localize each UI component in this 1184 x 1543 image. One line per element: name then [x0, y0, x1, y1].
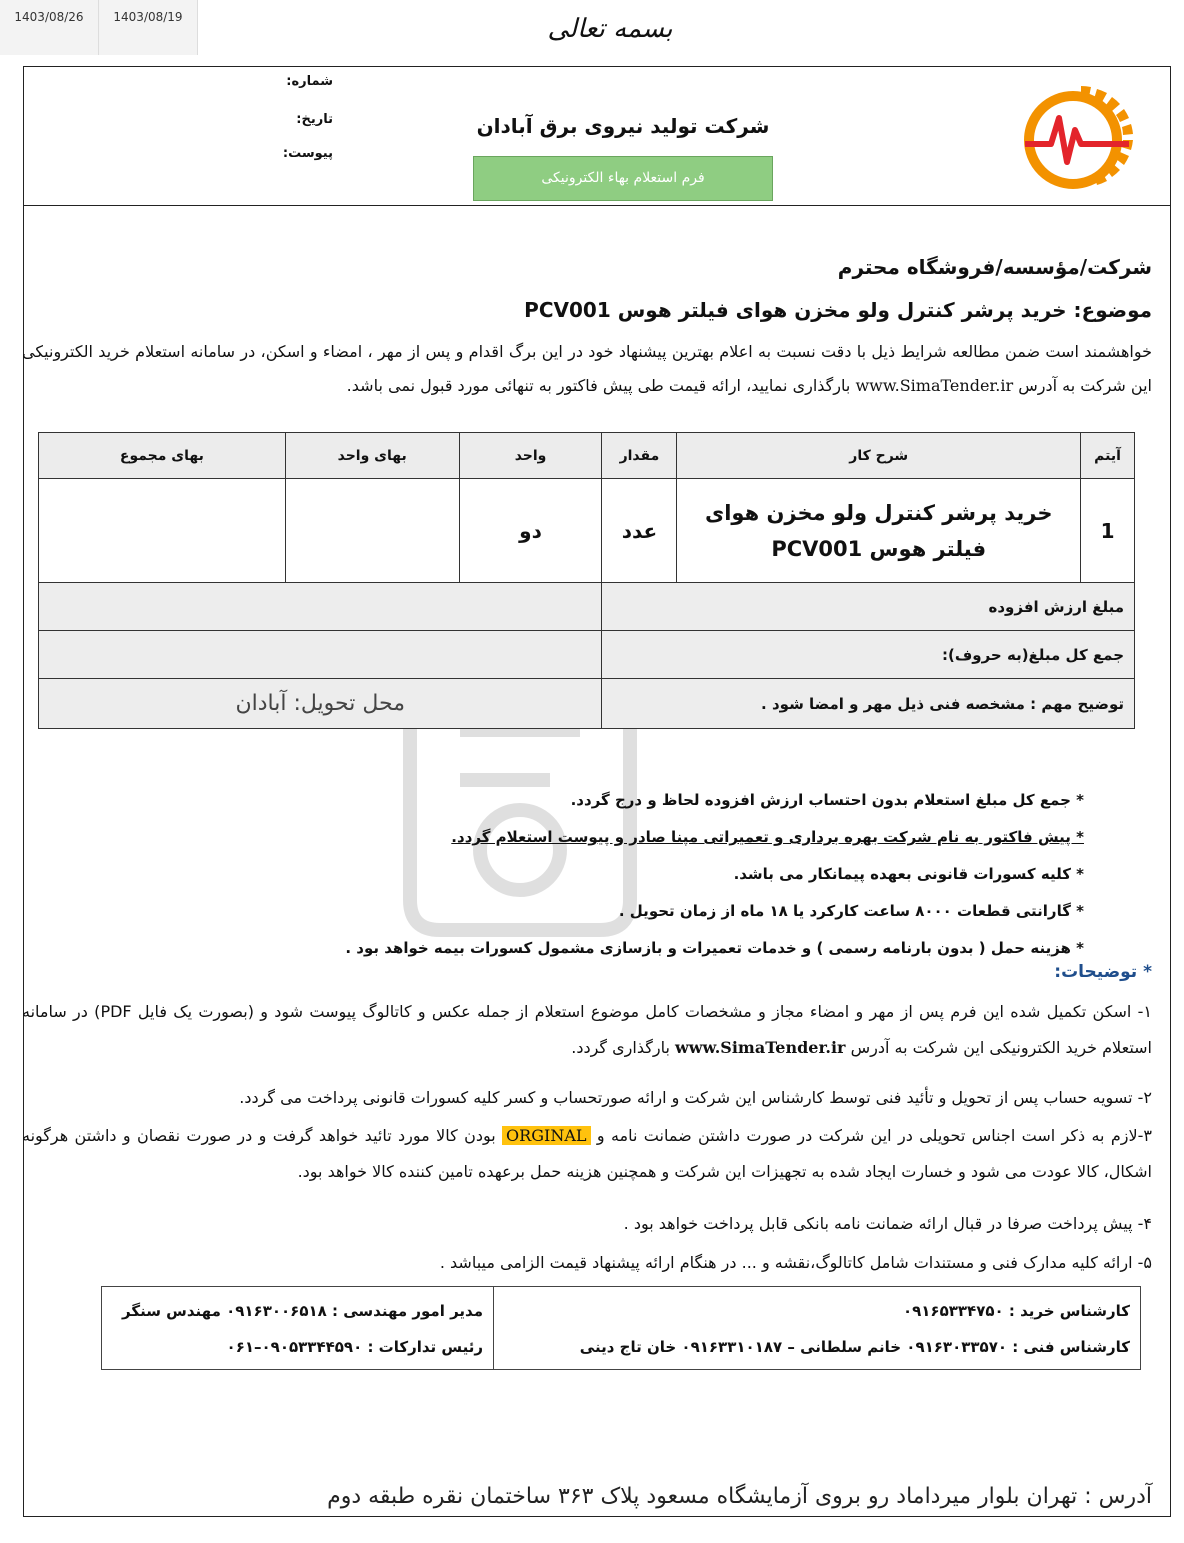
stamp-dates [0, 0, 198, 55]
footer-address: آدرس : تهران بلوار میرداماد رو بروی آزمایشگاه مسعود پلاک ۳۶۳ ساختمان نقره طبقه دوم [327, 1484, 1152, 1509]
condition-item: * هزینه حمل ( بدون بارنامه رسمی ) و خدمات تعمیرات و بازسازی مشمول کسورات بیمه خواهد بود . [345, 939, 1084, 957]
condition-item: * کلیه کسورات قانونی بعهده پیمانکار می باشد. [733, 865, 1084, 883]
contacts-box [101, 1286, 1141, 1370]
note-1 [22, 994, 1152, 1066]
table-header-row [39, 433, 1135, 479]
condition-item: * پیش فاکتور به نام شرکت بهره برداری و تعمیراتی مپنا صادر و پیوست استعلام گردد. [451, 828, 1084, 846]
subject-line: موضوع: خرید پرشر کنترل ولو مخزن هوای فیلتر هوس PCV001 [524, 298, 1152, 322]
note-4: ۴- پیش پرداخت صرفا در قبال ارائه ضمانت نامه بانکی قابل پرداخت خواهد بود . [623, 1214, 1152, 1233]
col-header-unit: واحد [459, 433, 602, 479]
note-5: ۵- ارائه کلیه مدارک فنی و مستندات شامل کاتالوگ،نقشه و ... در هنگام ارائه پیشنهاد قیمت الزامی میباشد . [439, 1253, 1152, 1272]
items-table [38, 432, 1135, 729]
col-header-total-price: بهای مجموع [39, 433, 286, 479]
cell-description: خرید پرشر کنترل ولو مخزن هوای فیلتر هوس PCV001 [677, 479, 1081, 583]
bismillah: بسمه تعالی [547, 14, 673, 44]
total-words-label: جمع کل مبلغ(به حروف): [602, 631, 1135, 679]
note-3-text-a: ۳-لازم به ذکر است اجناس تحویلی در این شرکت در صورت داشتن ضمانت نامه و [590, 1126, 1153, 1145]
total-words-value[interactable] [39, 631, 602, 679]
contacts-managers [102, 1287, 494, 1369]
intro-text-2: بارگذاری نمایید، ارائه قیمت طی پیش فاکتور به تنهائی مورد قبول نمی باشد. [346, 376, 856, 395]
date-label: تاریخ: [296, 112, 333, 127]
condition-item: * جمع کل مبلغ استعلام بدون احتساب ارزش افزوده لحاظ و درج گردد. [570, 791, 1084, 809]
vat-value[interactable] [39, 583, 602, 631]
original-highlight: ORGINAL [502, 1126, 590, 1145]
cell-total-price[interactable] [39, 479, 286, 583]
company-name: شرکت تولید نیروی برق آبادان [476, 114, 770, 138]
letter-header [23, 66, 1171, 206]
cell-unit: دو [459, 479, 602, 583]
procurement-head: رئیس تدارکات : ۰۹۰۵۳۳۴۴۵۹۰–۰۶۱ [226, 1338, 483, 1356]
note-3 [22, 1118, 1152, 1190]
intro-paragraph [22, 335, 1152, 403]
note-3-text-b: بودن کالا مورد تائید خواهد گرفت و در صورت نقصان و داشتن هرگونه اشکال، کالا عودت می شود و خسارت ایجاد شده به تجهیزات این شرکت و همچنین هزینه حمل برعهده تامین کننده کالا خواهد بود. [22, 1126, 1152, 1181]
note-1-text-a: ۱- اسکن تکمیل شده این فرم پس از مهر و امضاء مجاز و مشخصات کامل موضوع استعلام از جمله عکس و کاتالوگ پیوست شود و (بصورت یک فایل PDF) در سامانه استعلام خرید الکترونیکی این شرکت به آدرس [22, 1002, 1153, 1057]
cell-quantity: عدد [602, 479, 677, 583]
condition-item: * گارانتی قطعات ۸۰۰۰ ساعت کارکرد یا ۱۸ ماه از زمان تحویل . [618, 902, 1084, 920]
attachment-label: پیوست: [282, 146, 333, 161]
intro-text-1: خواهشمند است ضمن مطالعه شرایط ذیل با دقت نسبت به اعلام بهترین پیشنهاد خود در این برگ اقدام و پس از مهر ، امضاء و اسکن، در سامانه استعلام خرید الکترونیکی این شرکت به آدرس [22, 342, 1152, 395]
col-header-unit-price: بهای واحد [285, 433, 459, 479]
important-note: توضیح مهم : مشخصه فنی ذیل مهر و امضا شود . [602, 679, 1135, 729]
contacts-experts [494, 1287, 1140, 1369]
note-1-text-b: بارگذاری گردد. [571, 1038, 675, 1057]
note-1-website-link[interactable]: www.SimaTender.ir [674, 1038, 846, 1057]
vat-label: مبلغ ارزش افزوده [602, 583, 1135, 631]
technical-expert: کارشناس فنی : ۰۹۱۶۳۰۳۳۵۷۰ خانم سلطانی – ۰۹۱۶۳۳۱۰۱۸۷ خان تاج دینی [579, 1338, 1130, 1356]
conditions-list [345, 782, 1084, 967]
engineering-manager: مدیر امور مهندسی : ۰۹۱۶۳۰۰۶۵۱۸ مهندس سنگر [122, 1302, 483, 1320]
addressee: شرکت/مؤسسه/فروشگاه محترم [837, 255, 1152, 279]
form-title-box: فرم استعلام بهاء الکترونیکی [473, 156, 773, 201]
cell-item: 1 [1081, 479, 1135, 583]
number-label: شماره: [286, 74, 333, 89]
vat-row [39, 583, 1135, 631]
intro-website-link[interactable]: www.SimaTender.ir [855, 376, 1014, 395]
col-header-quantity: مقدار [602, 433, 677, 479]
note-2: ۲- تسویه حساب پس از تحویل و تأئید فنی توسط کارشناس این شرکت و ارائه صورتحساب و کسر کلیه کسورات قانونی پرداخت می گردد. [239, 1088, 1152, 1107]
stamp-date-2: 1403/08/19 [99, 0, 198, 55]
cell-unit-price[interactable] [285, 479, 459, 583]
purchase-expert: کارشناس خرید : ۰۹۱۶۵۳۳۴۷۵۰ [902, 1302, 1130, 1320]
total-words-row [39, 631, 1135, 679]
table-row [39, 479, 1135, 583]
note-row [39, 679, 1135, 729]
company-logo-icon [1011, 78, 1151, 198]
delivery-place: محل تحویل: آبادان [39, 679, 602, 729]
col-header-item: آیتم [1081, 433, 1135, 479]
stamp-date-1: 1403/08/26 [0, 0, 99, 55]
col-header-description: شرح کار [677, 433, 1081, 479]
notes-heading: * توضیحات: [1054, 962, 1152, 982]
